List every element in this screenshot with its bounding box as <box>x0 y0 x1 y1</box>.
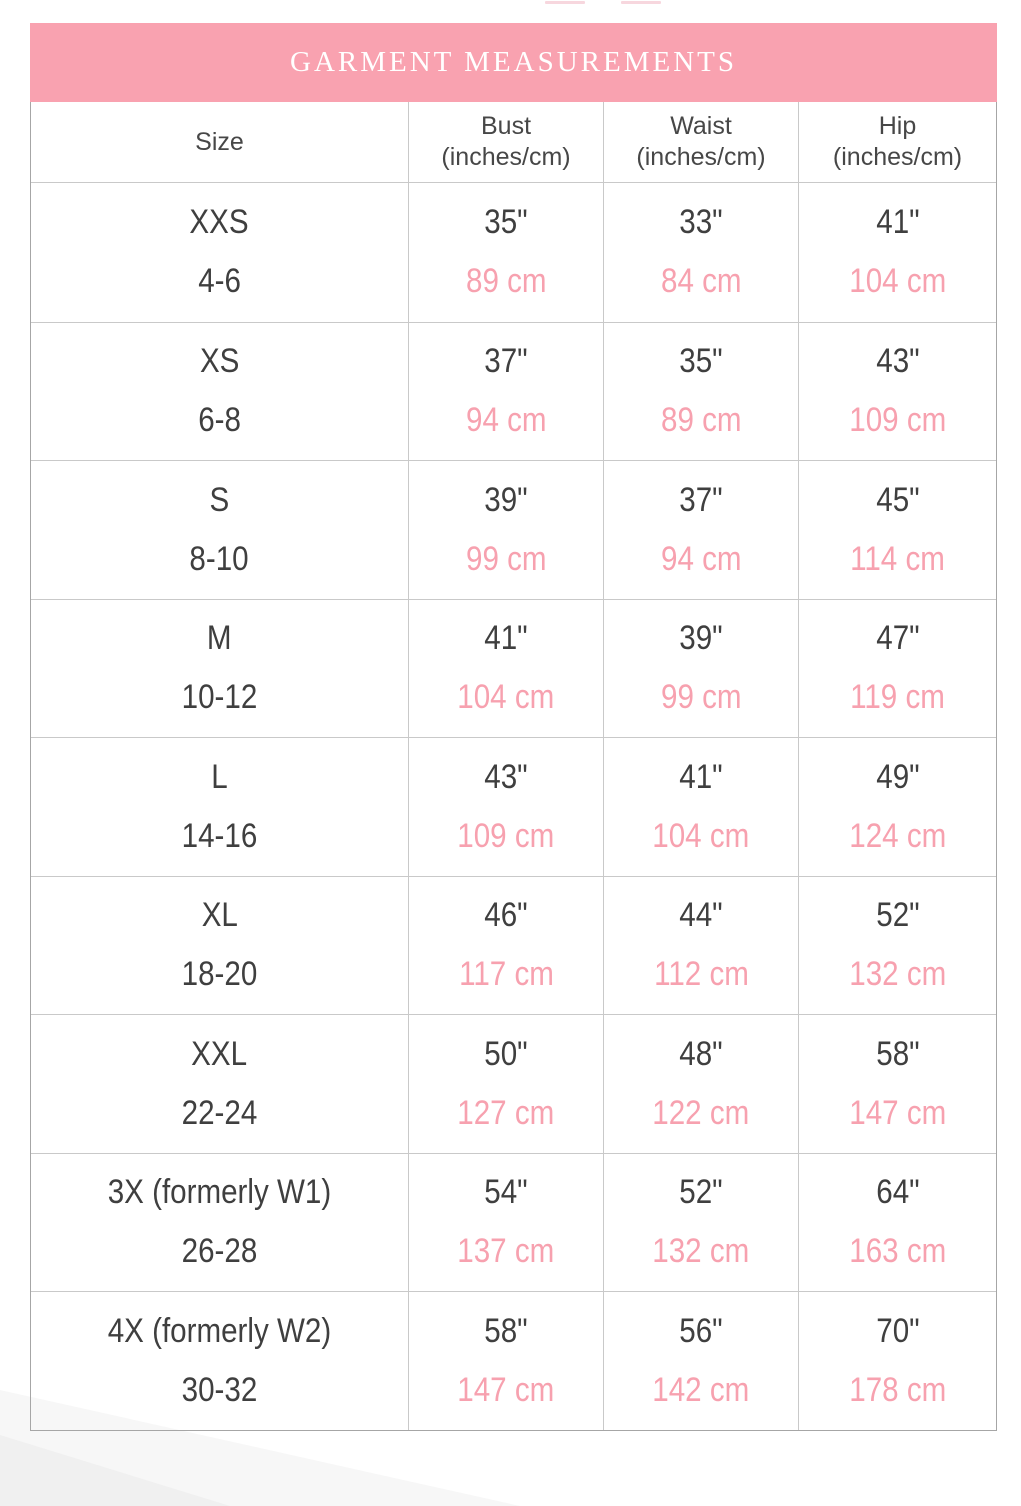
hip-cell <box>798 1154 996 1292</box>
size-label: M <box>207 619 232 658</box>
size-label: XS <box>199 342 240 381</box>
waist-cell <box>603 323 798 461</box>
hip-cm: 178 cm <box>848 1370 947 1409</box>
bust-cm: 89 cm <box>465 262 547 301</box>
table-title-banner <box>30 23 997 102</box>
size-cell <box>31 877 408 1015</box>
waist-cm: 89 cm <box>660 401 742 440</box>
column-label: Bust <box>480 112 532 140</box>
column-label: Size <box>195 127 244 156</box>
hip-cell <box>798 323 996 461</box>
bust-inches: 58" <box>484 1311 528 1350</box>
size-label: XXS <box>189 203 250 242</box>
waist-cell <box>603 738 798 876</box>
bust-inches: 54" <box>484 1173 528 1212</box>
waist-cm: 94 cm <box>660 539 742 578</box>
bust-inches: 35" <box>484 203 528 242</box>
waist-cm: 142 cm <box>652 1370 750 1409</box>
waist-cm: 84 cm <box>660 262 742 301</box>
size-label: XL <box>201 896 238 935</box>
bust-cell <box>408 323 603 461</box>
hip-cell <box>798 183 996 322</box>
waist-cm: 122 cm <box>652 1093 750 1132</box>
hip-inches: 47" <box>875 619 920 658</box>
column-header-bust <box>408 102 603 182</box>
hip-cell <box>798 600 996 738</box>
hip-cm: 163 cm <box>848 1232 947 1271</box>
bust-cell <box>408 600 603 738</box>
column-header-waist <box>603 102 798 182</box>
table-body <box>30 102 997 1431</box>
bust-cm: 127 cm <box>457 1093 555 1132</box>
hip-cell <box>798 1015 996 1153</box>
bust-cm: 117 cm <box>458 955 554 994</box>
hip-inches: 64" <box>875 1173 920 1212</box>
bust-inches: 39" <box>484 480 528 519</box>
table-row <box>31 876 996 1015</box>
waist-cm: 132 cm <box>652 1232 750 1271</box>
bust-inches: 41" <box>484 619 528 658</box>
hip-cell <box>798 1292 996 1430</box>
table-row <box>31 1014 996 1153</box>
size-range: 18-20 <box>181 955 258 994</box>
size-label: 4X (formerly W2) <box>107 1311 332 1350</box>
hip-cm: 119 cm <box>850 678 945 717</box>
bust-inches: 50" <box>484 1034 528 1073</box>
column-label: Hip <box>878 112 917 140</box>
size-range: 14-16 <box>181 816 258 855</box>
hip-cm: 124 cm <box>848 816 947 855</box>
bust-cell <box>408 1154 603 1292</box>
hip-inches: 43" <box>875 342 920 381</box>
column-sublabel: (inches/cm) <box>441 143 571 171</box>
bust-cm: 94 cm <box>465 401 547 440</box>
waist-inches: 33" <box>679 203 723 242</box>
bust-cell <box>408 738 603 876</box>
table-row <box>31 1153 996 1292</box>
size-range: 6-8 <box>198 401 241 440</box>
hip-cm: 114 cm <box>850 539 945 578</box>
table-rows <box>31 183 996 1430</box>
bust-cm: 109 cm <box>457 816 555 855</box>
size-cell <box>31 600 408 738</box>
hip-cell <box>798 877 996 1015</box>
hip-cell <box>798 738 996 876</box>
hip-inches: 41" <box>875 203 920 242</box>
size-cell <box>31 323 408 461</box>
table-row <box>31 322 996 461</box>
size-cell <box>31 1292 408 1430</box>
size-range: 8-10 <box>189 539 250 578</box>
waist-cell <box>603 183 798 322</box>
hip-cm: 132 cm <box>848 955 947 994</box>
hip-cell <box>798 461 996 599</box>
waist-cell <box>603 461 798 599</box>
bust-cell <box>408 461 603 599</box>
bust-cell <box>408 1015 603 1153</box>
page-title: GARMENT MEASUREMENTS <box>290 46 737 78</box>
column-sublabel: (inches/cm) <box>832 143 963 171</box>
bust-inches: 43" <box>484 757 528 796</box>
size-range: 10-12 <box>181 678 258 717</box>
size-label: S <box>209 480 230 519</box>
hip-inches: 70" <box>875 1311 920 1350</box>
table-row <box>31 737 996 876</box>
waist-cm: 104 cm <box>652 816 750 855</box>
size-cell <box>31 738 408 876</box>
size-cell <box>31 1154 408 1292</box>
size-label: 3X (formerly W1) <box>107 1173 332 1212</box>
bust-cm: 147 cm <box>457 1370 555 1409</box>
waist-inches: 37" <box>679 480 723 519</box>
size-label: L <box>211 757 228 796</box>
waist-inches: 56" <box>679 1311 723 1350</box>
column-header-size <box>31 102 408 182</box>
table-row <box>31 1291 996 1430</box>
size-cell <box>31 183 408 322</box>
column-header-hip <box>798 102 996 182</box>
waist-inches: 52" <box>679 1173 723 1212</box>
bust-cm: 99 cm <box>465 539 547 578</box>
bust-cell <box>408 877 603 1015</box>
bust-cm: 137 cm <box>457 1232 555 1271</box>
bust-inches: 46" <box>484 896 528 935</box>
waist-inches: 41" <box>679 757 723 796</box>
size-range: 26-28 <box>181 1232 258 1271</box>
top-decor-fragment-left <box>545 1 585 4</box>
size-label: XXL <box>191 1034 248 1073</box>
waist-cell <box>603 1015 798 1153</box>
bust-cm: 104 cm <box>457 678 555 717</box>
waist-cell <box>603 877 798 1015</box>
bust-cell <box>408 1292 603 1430</box>
table-row <box>31 460 996 599</box>
hip-inches: 45" <box>875 480 920 519</box>
size-cell <box>31 461 408 599</box>
table-row <box>31 599 996 738</box>
column-sublabel: (inches/cm) <box>636 143 766 171</box>
waist-cell <box>603 1154 798 1292</box>
size-range: 22-24 <box>181 1093 258 1132</box>
table-row <box>31 183 996 322</box>
hip-cm: 147 cm <box>848 1093 947 1132</box>
size-range: 4-6 <box>198 262 241 301</box>
waist-cell <box>603 1292 798 1430</box>
size-range: 30-32 <box>181 1370 258 1409</box>
hip-cm: 109 cm <box>848 401 947 440</box>
column-label: Waist <box>670 112 732 140</box>
top-decor-fragment-right <box>621 1 661 4</box>
waist-cell <box>603 600 798 738</box>
bust-inches: 37" <box>484 342 528 381</box>
column-header-row <box>31 102 996 183</box>
hip-inches: 58" <box>875 1034 920 1073</box>
hip-inches: 49" <box>875 757 920 796</box>
hip-inches: 52" <box>875 896 920 935</box>
waist-inches: 35" <box>679 342 723 381</box>
size-cell <box>31 1015 408 1153</box>
garment-measurements-table <box>30 23 997 1431</box>
waist-inches: 44" <box>679 896 723 935</box>
waist-inches: 39" <box>679 619 723 658</box>
bust-cell <box>408 183 603 322</box>
waist-cm: 112 cm <box>653 955 749 994</box>
waist-inches: 48" <box>679 1034 723 1073</box>
hip-cm: 104 cm <box>848 262 947 301</box>
waist-cm: 99 cm <box>660 678 742 717</box>
